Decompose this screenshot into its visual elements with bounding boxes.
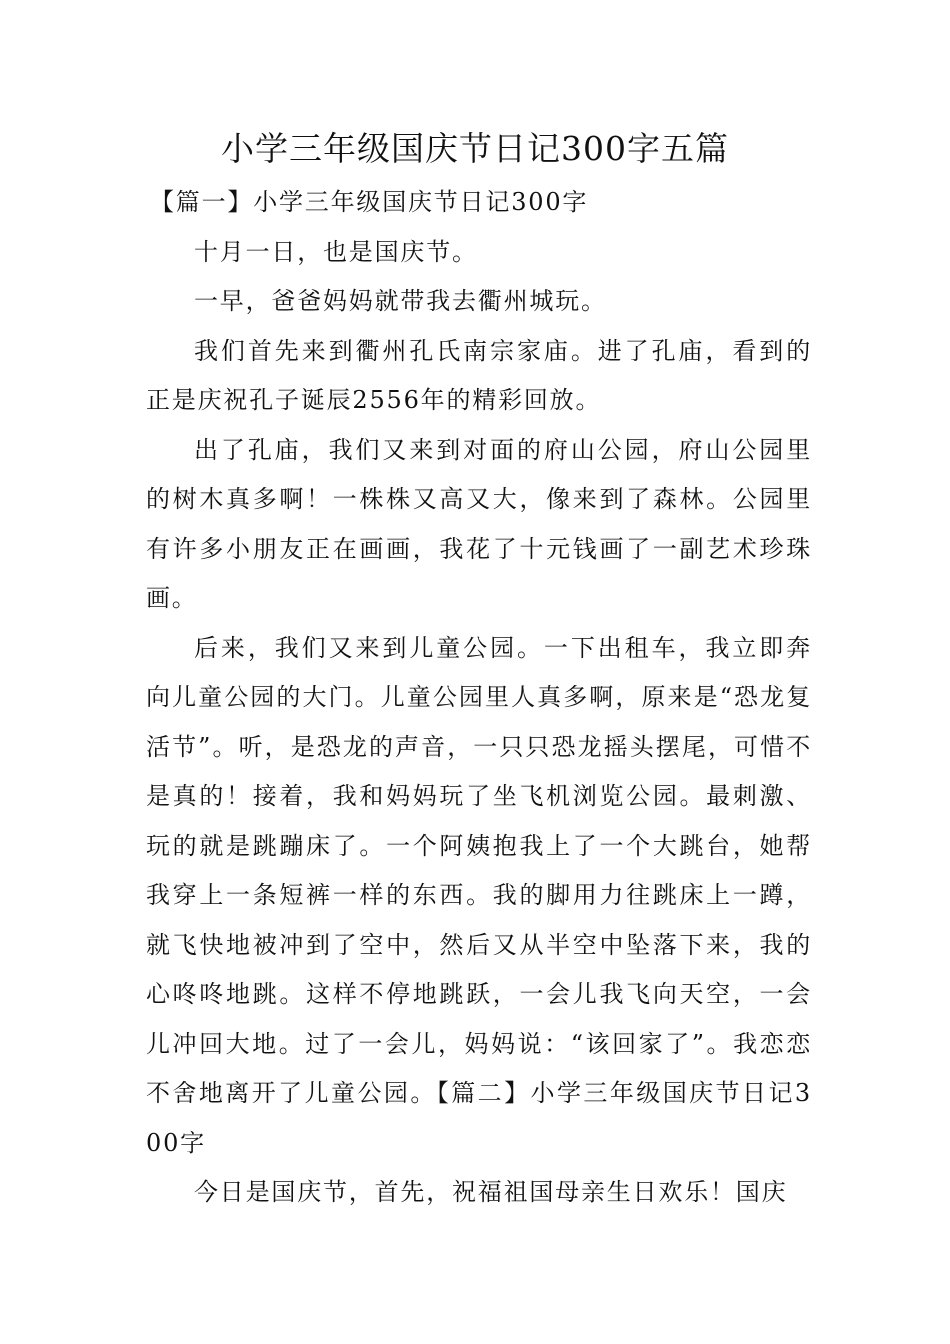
document-body: [146, 178, 812, 1218]
paragraph: 后来，我们又来到儿童公园。一下出租车，我立即奔向儿童公园的大门。儿童公园里人真多啊，原来是“恐龙复活节”。听，是恐龙的声音，一只只恐龙摇头摆尾，可惜不是真的！接着，我和妈妈玩了坐飞机浏览公园。最刺激、玩的就是跳蹦床了。一个阿姨抱我上了一个大跳台，她帮我穿上一条短裤一样的东西。我的脚用力往跳床上一蹲，就飞快地被冲到了空中，然后又从半空中坠落下来，我的心咚咚地跳。这样不停地跳跃，一会儿我飞向天空，一会儿冲回大地。过了一会儿，妈妈说：“该回家了”。我恋恋不舍地离开了儿童公园。【篇二】小学三年级国庆节日记300字: [146, 633, 812, 1157]
paragraph: 十月一日，也是国庆节。: [194, 237, 478, 266]
paragraph: 一早，爸爸妈妈就带我去衢州城玩。: [194, 287, 607, 315]
paragraph: 今日是国庆节，首先，祝福祖国母亲生日欢乐！国庆: [194, 1178, 788, 1206]
section-heading: 【篇一】小学三年级国庆节日记300字: [150, 188, 589, 216]
document-title: 小学三年级国庆节日记300字五篇: [221, 129, 729, 168]
paragraph: 出了孔庙，我们又来到对面的府山公园，府山公园里的树木真多啊！一株株又高又大，像来到了森林。公园里有许多小朋友正在画画，我花了十元钱画了一副艺术珍珠画。: [146, 435, 812, 612]
paragraph: 我们首先来到衢州孔氏南宗家庙。进了孔庙，看到的正是庆祝孔子诞辰2556年的精彩回放。: [146, 336, 812, 414]
